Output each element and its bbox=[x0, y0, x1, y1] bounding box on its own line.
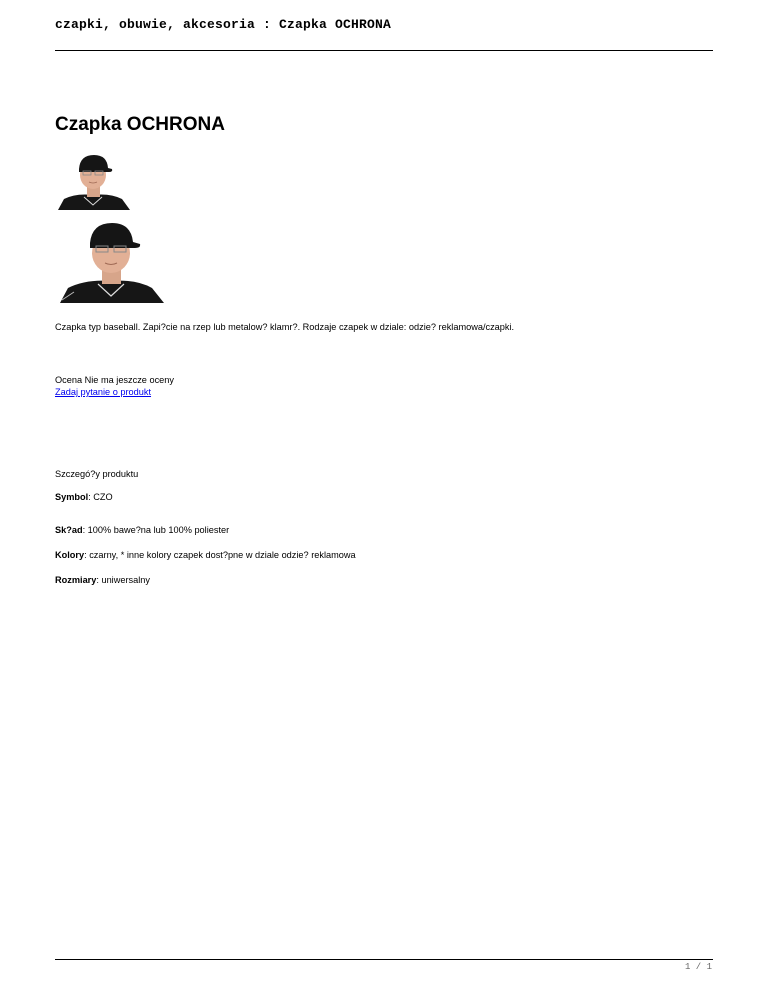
spec-value: : CZO bbox=[88, 492, 113, 502]
spec-value: : uniwersalny bbox=[96, 575, 150, 585]
spec-material bbox=[55, 525, 229, 535]
product-thumbnail[interactable] bbox=[54, 147, 133, 210]
product-title: Czapka OCHRONA bbox=[55, 114, 225, 135]
product-image[interactable] bbox=[54, 212, 168, 303]
footer-divider bbox=[55, 959, 713, 960]
details-heading: Szczegó?y produktu bbox=[55, 469, 139, 479]
spec-value: : czarny, * inne kolory czapek dost?pne w dziale odzie? reklamowa bbox=[84, 550, 356, 560]
spec-symbol bbox=[55, 492, 113, 502]
spec-label: Sk?ad bbox=[55, 525, 83, 535]
product-description: Czapka typ baseball. Zapi?cie na rzep lub metalow? klamr?. Rodzaje czapek w dziale: odzie? reklamowa/czapki. bbox=[55, 322, 515, 332]
page-number: 1 / 1 bbox=[684, 962, 712, 972]
product-rating: Ocena Nie ma jeszcze oceny bbox=[55, 375, 174, 385]
spec-label: Rozmiary bbox=[55, 575, 97, 585]
document-header: czapki, obuwie, akcesoria : Czapka OCHRONA bbox=[55, 17, 392, 32]
spec-sizes bbox=[55, 575, 150, 585]
header-divider bbox=[55, 50, 713, 51]
spec-colors bbox=[55, 550, 356, 560]
spec-label: Kolory bbox=[55, 550, 85, 560]
spec-label: Symbol bbox=[55, 492, 89, 502]
ask-question-link[interactable]: Zadaj pytanie o produkt bbox=[55, 387, 152, 397]
spec-value: : 100% bawe?na lub 100% poliester bbox=[82, 525, 230, 535]
